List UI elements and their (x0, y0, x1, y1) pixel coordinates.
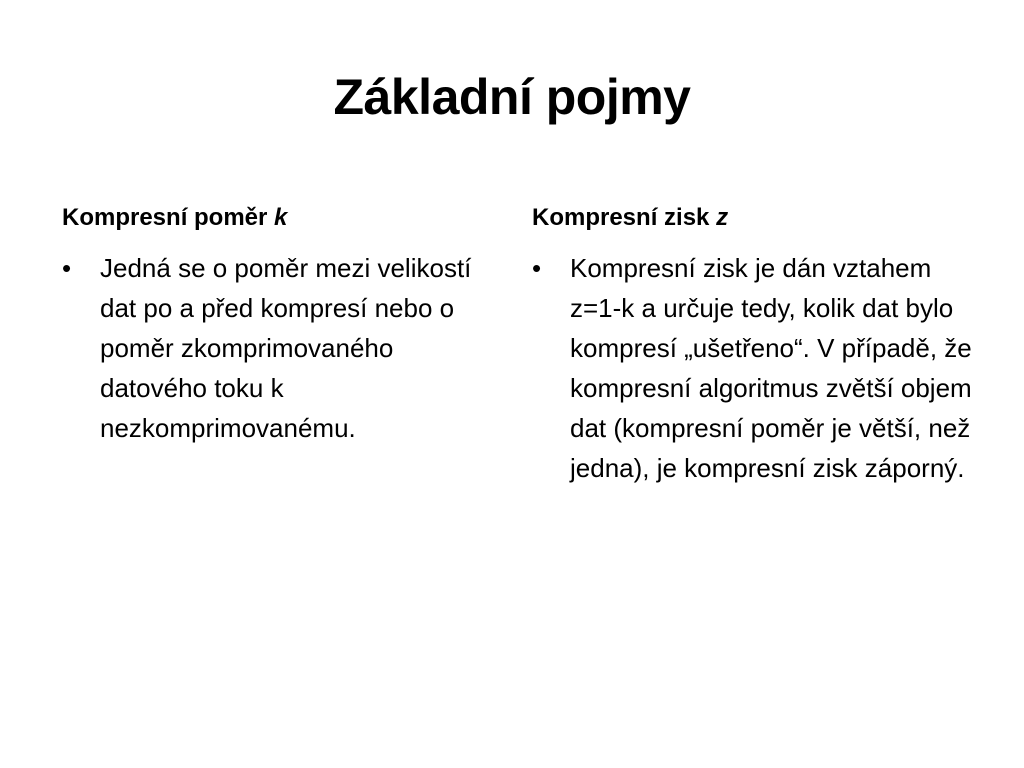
bullet-icon: • (532, 253, 542, 283)
slide-title: Základní pojmy (333, 69, 691, 125)
left-column-heading (62, 198, 502, 238)
right-bullet-text: Kompresní zisk je dán vztahem z=1-k a určuje tedy, kolik dat bylo kompresí „ušetřeno“. V případě, že kompresní algoritmus zvětší objem dat (kompresní poměr je větší, než jedna), je kompresní zisk záporný. (570, 253, 972, 483)
left-bullet-list (62, 248, 502, 448)
left-column (62, 198, 502, 448)
right-heading-text: Kompresní zisk (532, 204, 710, 231)
left-heading-text: Kompresní poměr (62, 204, 268, 231)
left-heading-variable: k (274, 204, 288, 231)
right-bullet-item (532, 248, 972, 488)
left-bullet-text: Jedná se o poměr mezi velikostí dat po a před kompresí nebo o poměr zkomprimovaného datového toku k nezkomprimovanému. (100, 253, 472, 443)
right-column-heading (532, 198, 972, 238)
right-column (532, 198, 972, 488)
right-heading-variable: z (716, 204, 729, 231)
bullet-icon: • (62, 253, 72, 283)
right-bullet-list (532, 248, 972, 488)
left-bullet-item (62, 248, 502, 448)
